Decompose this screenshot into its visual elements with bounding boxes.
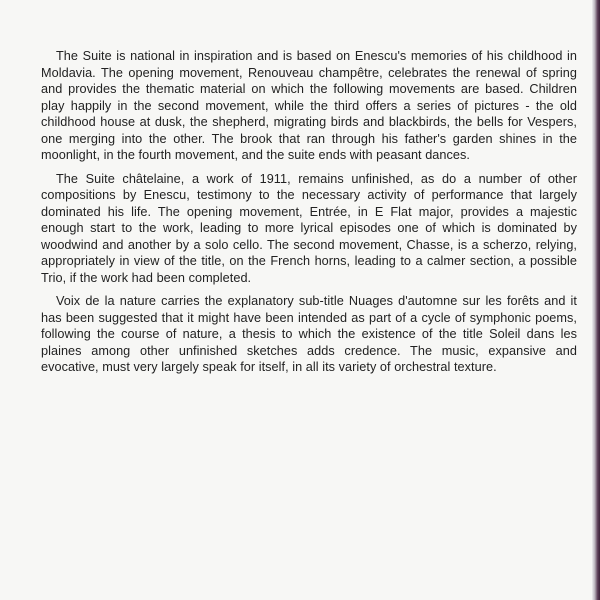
page-edge-shadow (592, 0, 600, 600)
paragraph-suite-national: The Suite is national in inspiration and is based on Enescu's memories of his childhood in Moldavia. The opening movement, Renouveau champêtre, celebrates the renewal of spring and provides the thematic material on which the following movements are based. Children play happily in the second movement, while the third offers a series of pictures - the old childhood house at dusk, the shepherd, migrating birds and blackbirds, the bells for Vespers, one merging into the other. The brook that ran through his father's garden shines in the moonlight, in the fourth movement, and the suite ends with peasant dances. (41, 49, 577, 162)
paragraph-voix-de-la-nature: Voix de la nature carries the explanatory sub-title Nuages d'automne sur les forêts and it has been suggested that it might have been intended as part of a cycle of symphonic poems, following the course of nature, a thesis to which the existence of the title Soleil dans les plaines among other unfinished sketches adds credence. The music, expansive and evocative, must very largely speak for itself, in all its variety of orchestral texture. (41, 294, 577, 374)
liner-notes-text (41, 48, 577, 383)
paragraph-suite-chatelaine: The Suite châtelaine, a work of 1911, remains unfinished, as do a number of other compositions by Enescu, testimony to the necessary activity of performance that largely dominated his life. The opening movement, Entrée, in E Flat major, provides a majestic enough start to the work, leading to more lyrical episodes one of which is dominated by woodwind and another by a solo cello. The second movement, Chasse, is a scherzo, relying, appropriately in view of the title, on the French horns, leading to a calmer section, a possible Trio, if the work had been completed. (41, 171, 577, 285)
